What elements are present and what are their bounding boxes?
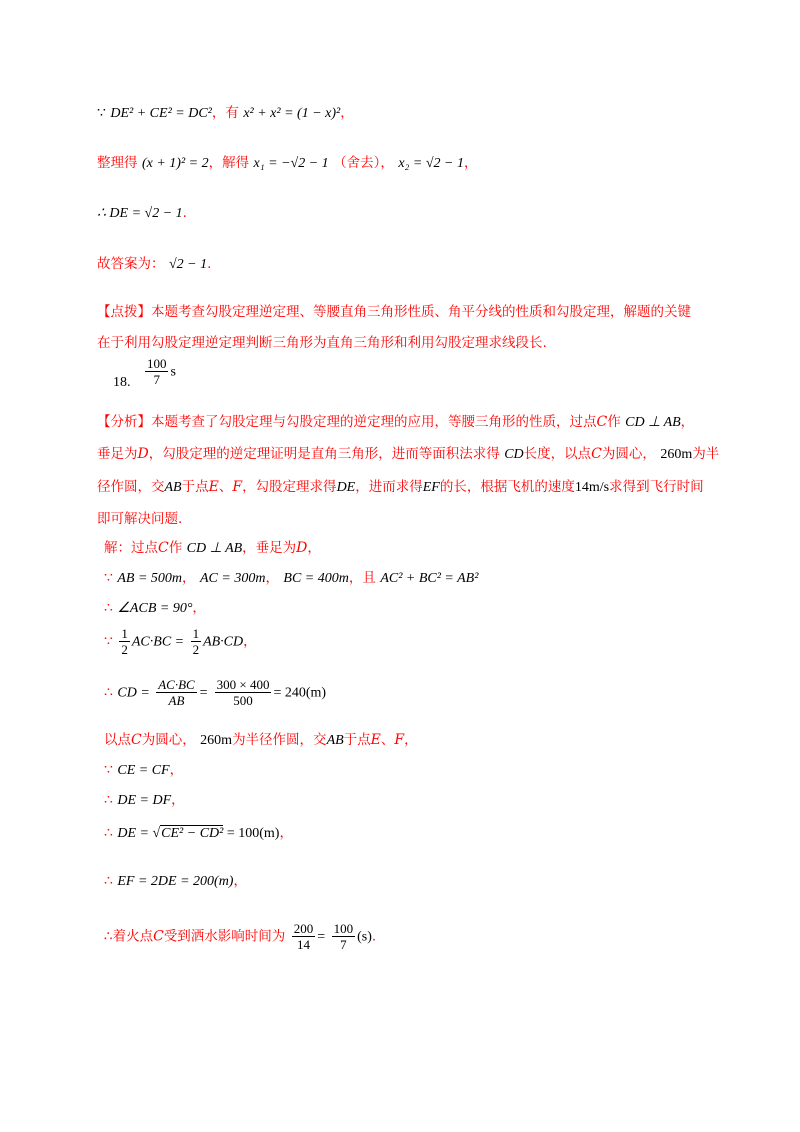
solution-line-4: ∵ $\frac{1}{2}$ AC·BC = $\frac{1}{2}$ AB·CD， <box>104 626 257 657</box>
equation: √2 − 1 <box>168 257 208 272</box>
equation: ∴ DE = √2 − 1 <box>97 206 183 221</box>
solution-line-8: ∴ DE = DF， <box>104 792 185 808</box>
fraction: $\frac{200}{14}$ <box>293 921 314 952</box>
line-answer: 故答案为： √2 − 1. <box>97 256 212 272</box>
line-pythagoras-equation: ∵ DE² + CE² = DC²，有 x² + x² = (1 − x)²， <box>97 105 354 121</box>
analysis-line-3: 径作圆，交AB于点E、F，勾股定理求得DE，进而求得EF的长，根据飞机的速度14m/s求得到飞行时间 <box>97 479 704 495</box>
equation: 260m <box>660 447 693 462</box>
equation: x² + x² = (1 − x)² <box>243 106 341 121</box>
solution-line-11: ∴着火点C受到洒水影响时间为 $\frac{200}{14}$ = $\frac{100}{7}$ (s). <box>104 921 377 952</box>
solution-line-5: ∴ CD = $\frac{AC\cdot BC}{AB}$ = $\frac{300 \times 400}{500}$ = 240(m) <box>104 677 327 708</box>
analysis-line-2: 垂足为D，勾股定理的逆定理证明是直角三角形，进而等面积法求得 CD长度，以点C为圆心， 260m为半 <box>97 446 720 462</box>
analysis-line-1: 【分析】本题考查了勾股定理与勾股定理的逆定理的应用，等腰三角形的性质，过点C作 CD ⊥ AB， <box>97 414 695 430</box>
solution-line-2: ∵ AB = 500m， AC = 300m， BC = 400m，且 AC² + BC² = AB² <box>104 570 479 586</box>
fraction: $\frac{1}{2}$ <box>121 626 128 657</box>
fraction: $\frac{100}{7}$ <box>146 356 167 387</box>
solution-line-3: ∴ ∠ACB = 90°， <box>104 600 206 616</box>
sqrt-radicand: CE² − CD² <box>161 826 224 841</box>
fraction: $\frac{100}{7}$ <box>333 921 354 952</box>
question-number: 18. <box>113 374 131 390</box>
equation: x₁ = −√2 − 1 <box>253 156 329 171</box>
tip-paragraph-line-2: 在于利用勾股定理逆定理判断三角形为直角三角形和利用勾股定理求线段长. <box>97 335 547 351</box>
solution-line-1: 解：过点C作 CD ⊥ AB，垂足为D， <box>104 540 321 556</box>
equation: (x + 1)² = 2 <box>141 156 209 171</box>
solution-line-7: ∵ CE = CF， <box>104 762 184 778</box>
fraction: $\frac{300 \times 400}{500}$ <box>216 677 270 708</box>
solution-line-6: 以点C为圆心， 260m为半径作圆，交AB于点E、F， <box>104 732 418 748</box>
analysis-line-4: 即可解决问题. <box>97 511 183 527</box>
tip-paragraph-line-1: 【点拨】本题考查勾股定理逆定理、等腰直角三角形性质、角平分线的性质和勾股定理，解题的关键 <box>97 304 691 320</box>
fraction: $\frac{AC\cdot BC}{AB}$ <box>158 677 195 708</box>
equation: CD ⊥ AB <box>625 415 681 430</box>
because-symbol: ∵ <box>97 106 106 121</box>
equation: DE² + CE² = DC² <box>110 106 212 121</box>
line-solve-equation: 整理得 (x + 1)² = 2，解得 x₁ = −√2 − 1 （舍去）， x₂ = √2 − 1， <box>97 155 478 171</box>
question-18-answer: 18. $\frac{100}{7}$ s <box>113 356 176 390</box>
equation: x₂ = √2 − 1 <box>398 156 464 171</box>
line-de-result: ∴ DE = √2 − 1. <box>97 205 187 221</box>
solution-line-10: ∴ EF = 2DE = 200(m)， <box>104 873 247 889</box>
fraction: $\frac{1}{2}$ <box>192 626 200 657</box>
equation: CD <box>504 447 524 462</box>
solution-line-9: ∴ DE = √CE² − CD² = 100(m)， <box>104 825 293 841</box>
